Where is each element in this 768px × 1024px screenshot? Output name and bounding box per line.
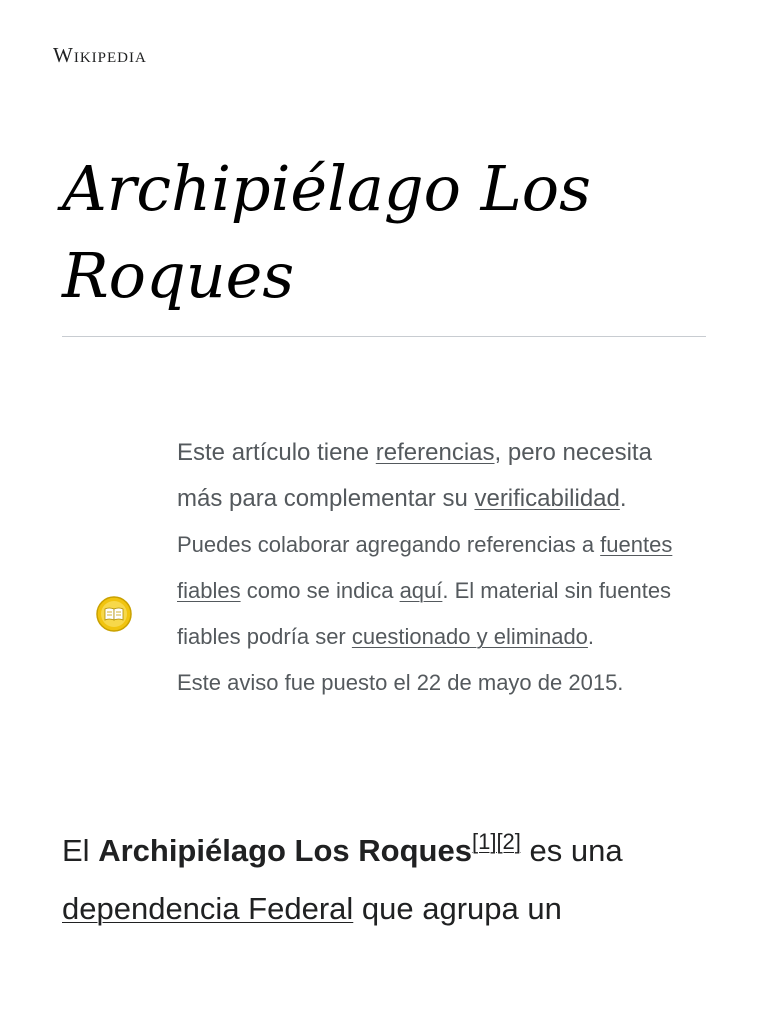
notice-text-segment: Este artículo tiene [177,439,376,466]
notice-main [177,430,697,522]
verifiability-link[interactable]: verificabilidad [474,485,620,512]
notice-instructions [177,522,697,660]
challenged-removed-link[interactable]: cuestionado y eliminado [351,624,588,649]
wikipedia-wordmark[interactable]: Wikipedia [53,43,147,67]
notice-text-segment: como se indica [240,578,400,603]
notice-text-segment: . [587,624,595,649]
notice-text-segment: , pero necesita más para complementar su [177,439,652,512]
notice-text-segment: Puedes colaborar agregando referencias a [177,532,601,557]
article-lead-paragraph [62,822,722,938]
book-badge-icon [96,596,132,632]
notice-text-segment: . El material sin fuentes fiables podría ser [177,578,672,649]
lead-text-segment: es una [520,833,623,868]
lead-text-segment: El [62,833,99,868]
reference-2[interactable] [496,829,520,854]
title-divider [62,336,706,337]
here-link[interactable]: aquí [399,578,443,603]
references-link[interactable]: referencias [375,439,495,466]
notice-text [177,430,697,706]
notice-date: Este aviso fue puesto el 22 de mayo de 2015. [177,670,624,695]
federal-dependency-link[interactable]: dependencia Federal [62,891,354,926]
notice-text-segment: . [619,485,627,512]
reference-1-link[interactable]: [1] [471,829,497,854]
reference-1[interactable] [472,829,496,854]
reliable-sources-link[interactable]: fuentes fiables [177,532,673,603]
article-subject-bold: Archipiélago Los Roques [98,833,472,868]
page-title: Archipiélago Los Roques [62,152,591,312]
reference-2-link[interactable]: [2] [496,829,521,854]
lead-text-segment: que agrupa un [353,891,562,926]
